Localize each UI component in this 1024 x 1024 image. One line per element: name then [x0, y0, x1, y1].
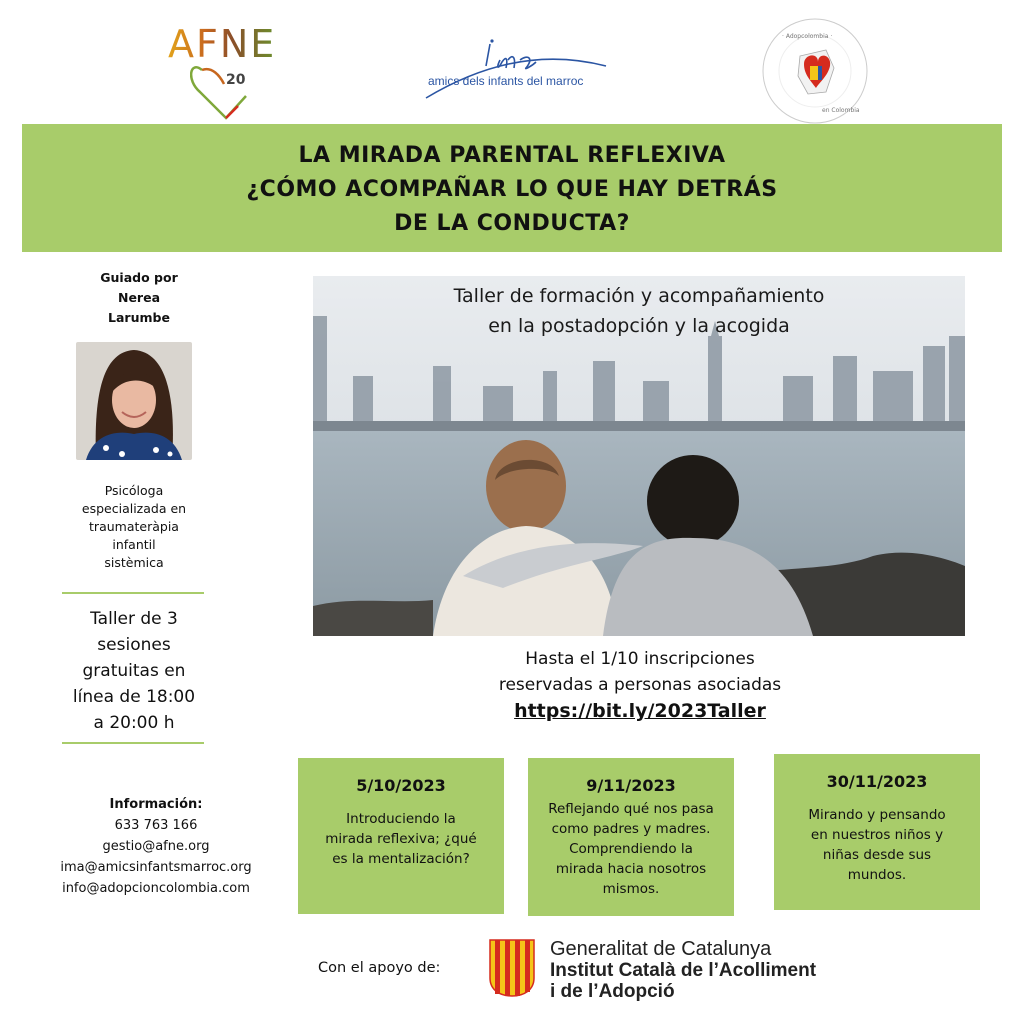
session-date: 9/11/2023: [586, 776, 676, 795]
gencat-line-1: Generalitat de Catalunya: [550, 938, 772, 960]
contact-email-colombia[interactable]: info@adopcioncolombia.com: [62, 881, 250, 896]
sessions-line: línea de 18:00: [72, 687, 196, 707]
session-card: [774, 754, 980, 910]
svg-text:en Colombia: en Colombia: [822, 107, 860, 114]
sessions-line: a 20:00 h: [93, 713, 175, 733]
afne-logo-word: AFNE: [168, 22, 277, 66]
session-text-line: Mirando y pensando: [808, 807, 946, 823]
sessions-line: Taller de 3: [90, 609, 178, 629]
sessions-summary: [58, 606, 210, 736]
afne-logo: [160, 22, 290, 122]
session-text-line: mirada reflexiva; ¿qué: [325, 831, 477, 847]
ima-logo-subtitle: amics dels infants del marroc: [428, 74, 584, 88]
title-line-2: ¿CÓMO ACOMPAÑAR LO QUE HAY DETRÁS: [246, 177, 778, 202]
gencat-line-3: i de l’Adopció: [550, 981, 675, 1002]
sessions-line: sesiones: [97, 635, 171, 655]
session-text-line: mismos.: [602, 881, 660, 897]
title-line-3: DE LA CONDUCTA?: [394, 211, 630, 236]
catalan-flag-icon: [488, 938, 536, 998]
session-text-line: mirada hacia nosotros: [555, 861, 707, 877]
guide-first-name: Nerea: [117, 290, 161, 305]
contact-email-afne[interactable]: gestio@afne.org: [102, 839, 210, 854]
session-text-line: como padres y madres.: [551, 821, 711, 837]
gencat-logo: [488, 938, 848, 1002]
bio-line: infantil: [112, 537, 156, 552]
guide-portrait: [76, 342, 192, 460]
title-banner: [22, 124, 1002, 252]
session-description: [528, 799, 734, 899]
session-card: [298, 758, 504, 914]
registration-note: [430, 646, 850, 698]
session-date: 5/10/2023: [356, 776, 446, 795]
session-text-line: Reflejando qué nos pasa: [548, 801, 714, 817]
session-text-line: Comprendiendo la: [569, 841, 693, 857]
svg-text:· Adopcolombia ·: · Adopcolombia ·: [782, 33, 833, 40]
ima-swoosh-icon: [416, 38, 616, 108]
sessions-line: gratuitas en: [82, 661, 186, 681]
guide-label: Guiado por: [100, 270, 178, 285]
session-description: [298, 809, 504, 869]
portrait-image: [76, 342, 192, 460]
divider: [62, 742, 204, 744]
divider: [62, 592, 204, 594]
hero-title-line-2: en la postadopción y la acogida: [488, 315, 790, 337]
contact-heading: Información:: [109, 797, 203, 812]
session-date: 30/11/2023: [826, 772, 928, 791]
gencat-line-2: Institut Català de l’Acolliment: [550, 960, 817, 981]
bio-line: traumateràpia: [89, 519, 179, 534]
bio-line: sistèmica: [104, 555, 164, 570]
registration-link[interactable]: https://bit.ly/2023Taller: [514, 700, 766, 722]
session-text-line: Introduciendo la: [346, 811, 456, 827]
contact-phone[interactable]: 633 763 166: [114, 818, 198, 833]
registration-line-1: Hasta el 1/10 inscripciones: [525, 649, 755, 669]
session-text-line: en nuestros niños y: [810, 827, 944, 843]
hero-title-line-1: Taller de formación y acompañamiento: [453, 285, 825, 307]
session-description: [774, 805, 980, 885]
bio-line: Psicóloga: [104, 483, 164, 498]
adopcolombia-logo: [760, 16, 870, 126]
session-text-line: niñas desde sus: [822, 847, 932, 863]
contact-info: [36, 794, 276, 899]
support-label: Con el apoyo de:: [318, 960, 441, 976]
session-card: [528, 758, 734, 916]
afne-logo-number: 20: [226, 72, 246, 88]
guide-block: [64, 268, 214, 328]
adopcolombia-seal-icon: [760, 16, 870, 126]
guide-bio: [60, 482, 208, 572]
ima-logo: [416, 38, 616, 108]
bio-line: especializada en: [81, 501, 187, 516]
heart-icon: [190, 60, 260, 122]
guide-last-name: Larumbe: [108, 310, 170, 325]
title-line-1: LA MIRADA PARENTAL REFLEXIVA: [298, 143, 726, 168]
contact-email-ima[interactable]: ima@amicsinfantsmarroc.org: [60, 860, 252, 875]
session-text-line: es la mentalización?: [332, 851, 470, 867]
session-text-line: mundos.: [847, 867, 907, 883]
registration-line-2: reservadas a personas asociadas: [498, 675, 782, 695]
hero-title: [313, 281, 965, 341]
